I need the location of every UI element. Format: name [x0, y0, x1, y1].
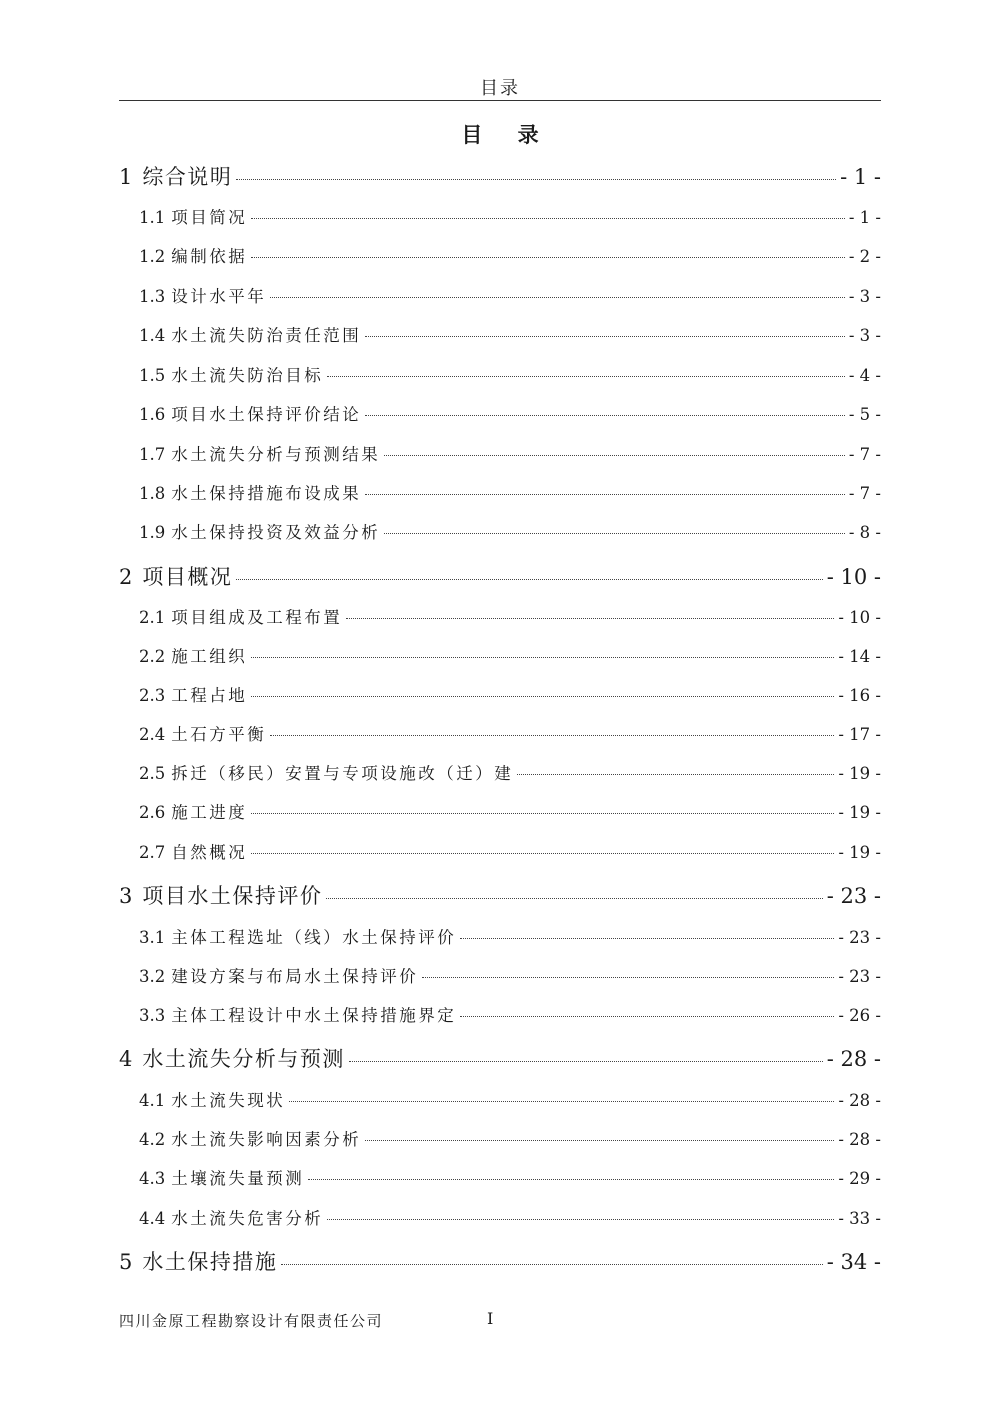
toc-entry-page: - 23 - [838, 928, 881, 947]
toc-entry-page: - 3 - [848, 287, 881, 306]
toc-entry [119, 283, 881, 307]
toc-entry [119, 839, 881, 863]
toc-entry [119, 721, 881, 745]
toc-entry [119, 1165, 881, 1189]
toc-entry-number: 2.5 [139, 764, 166, 783]
toc-entry-page: - 28 - [838, 1130, 881, 1149]
toc-entry-number: 1.8 [139, 484, 166, 503]
toc-entry-page: - 28 - [838, 1091, 881, 1110]
toc-entry-page: - 10 - [838, 608, 881, 627]
toc-entry [119, 480, 881, 504]
dot-leader [308, 1179, 834, 1180]
dot-leader [384, 455, 845, 456]
toc-entry [119, 362, 881, 386]
toc-entry-title: 建设方案与布局水土保持评价 [171, 967, 419, 986]
toc-entry-page: - 17 - [838, 725, 881, 744]
toc-entry-number: 4 [119, 1047, 133, 1071]
toc-entry-number: 4.4 [139, 1209, 166, 1228]
dot-leader [251, 696, 834, 697]
footer-page-number: I [487, 1309, 494, 1328]
dot-leader [251, 813, 834, 814]
dot-leader [517, 774, 834, 775]
header-divider [119, 100, 881, 101]
toc-entry-title: 综合说明 [142, 165, 233, 189]
toc-entry-page: - 19 - [838, 843, 881, 862]
toc-entry-title: 拆迁（移民）安置与专项设施改（迁）建 [171, 764, 514, 783]
toc-entry-page: - 5 - [848, 405, 881, 424]
toc-entry-page: - 7 - [848, 445, 881, 464]
toc-heading: 目 录 [461, 123, 553, 147]
dot-leader [251, 218, 845, 219]
toc-entry-page: - 1 - [840, 165, 881, 189]
toc-entry-title: 编制依据 [171, 247, 248, 266]
toc-entry [119, 1126, 881, 1150]
dot-leader [289, 1101, 834, 1102]
toc-entry-title: 水土流失危害分析 [171, 1209, 324, 1228]
toc-entry-number: 4.2 [139, 1130, 166, 1149]
toc-entry-number: 3.2 [139, 967, 166, 986]
toc-entry-page: - 29 - [838, 1169, 881, 1188]
toc-entry-title: 水土流失影响因素分析 [171, 1130, 362, 1149]
toc-entry-number: 1 [119, 165, 133, 189]
toc-entry-title: 施工组织 [171, 647, 248, 666]
dot-leader [365, 1140, 834, 1141]
toc-entry-number: 4.3 [139, 1169, 166, 1188]
toc-entry [119, 924, 881, 948]
toc-entry-page: - 19 - [838, 803, 881, 822]
dot-leader [251, 257, 845, 258]
toc-entry-page: - 34 - [826, 1250, 881, 1274]
toc-entry-title: 水土流失防治目标 [171, 366, 324, 385]
toc-entry-title: 施工进度 [171, 803, 248, 822]
toc-entry-title: 主体工程选址（线）水土保持评价 [171, 928, 457, 947]
toc-entry-page: - 8 - [848, 523, 881, 542]
toc-entry-number: 1.7 [139, 445, 166, 464]
toc-entry [119, 243, 881, 267]
toc-entry-title: 项目组成及工程布置 [171, 608, 343, 627]
toc-entry-title: 自然概况 [171, 843, 248, 862]
toc-entry-number: 1.1 [139, 208, 166, 227]
toc-entry [119, 519, 881, 543]
toc-entry [119, 441, 881, 465]
dot-leader [270, 297, 845, 298]
dot-leader [326, 898, 822, 899]
toc-entry-title: 水土流失防治责任范围 [171, 326, 362, 345]
toc-entry [119, 963, 881, 987]
dot-leader [460, 1016, 834, 1017]
toc-entry-title: 水土保持措施 [142, 1250, 278, 1274]
toc-entry-page: - 26 - [838, 1006, 881, 1025]
toc-entry-number: 3 [119, 884, 133, 908]
toc-entry-title: 项目概况 [142, 565, 233, 589]
toc-entry [119, 880, 881, 910]
dot-leader [365, 415, 845, 416]
toc-entry-title: 工程占地 [171, 686, 248, 705]
toc-entry [119, 1246, 881, 1276]
toc-entry-title: 土壤流失量预测 [171, 1169, 305, 1188]
dot-leader [460, 938, 834, 939]
toc-entry-page: - 2 - [848, 247, 881, 266]
dot-leader [349, 1061, 823, 1062]
toc-entry-number: 2.1 [139, 608, 166, 627]
toc-entry-number: 1.3 [139, 287, 166, 306]
toc-entry [119, 1043, 881, 1073]
toc-entry-page: - 23 - [826, 884, 881, 908]
toc-entry-number: 3.1 [139, 928, 166, 947]
toc-entry-number: 3.3 [139, 1006, 166, 1025]
toc-entry-number: 2 [119, 565, 133, 589]
dot-leader [251, 853, 834, 854]
dot-leader [365, 336, 845, 337]
dot-leader [422, 977, 834, 978]
toc-entry-page: - 14 - [838, 647, 881, 666]
toc-entry-page: - 7 - [848, 484, 881, 503]
dot-leader [236, 179, 836, 180]
toc-entry-number: 1.5 [139, 366, 166, 385]
toc-entry-page: - 1 - [848, 208, 881, 227]
toc-entry-number: 1.6 [139, 405, 166, 424]
toc-entry [119, 799, 881, 823]
toc-entry-page: - 23 - [838, 967, 881, 986]
toc-entry-number: 5 [119, 1250, 133, 1274]
toc-entry [119, 161, 881, 191]
toc-entry-number: 2.6 [139, 803, 166, 822]
toc-entry-number: 1.9 [139, 523, 166, 542]
toc-entry [119, 760, 881, 784]
toc-entry-page: - 16 - [838, 686, 881, 705]
toc-entry [119, 1205, 881, 1229]
toc-entry-number: 2.7 [139, 843, 166, 862]
toc-entry [119, 561, 881, 591]
toc-entry-page: - 4 - [848, 366, 881, 385]
toc-entry-number: 2.2 [139, 647, 166, 666]
toc-entry-page: - 10 - [826, 565, 881, 589]
dot-leader [365, 494, 845, 495]
dot-leader [236, 579, 822, 580]
dot-leader [327, 1219, 834, 1220]
toc-entry [119, 1002, 881, 1026]
toc-entry-title: 水土流失分析与预测 [142, 1047, 345, 1071]
dot-leader [327, 376, 845, 377]
toc-entry-page: - 19 - [838, 764, 881, 783]
toc-entry [119, 1087, 881, 1111]
toc-entry-number: 2.3 [139, 686, 166, 705]
toc-entry-page: - 3 - [848, 326, 881, 345]
toc-entry [119, 401, 881, 425]
toc-entry-page: - 33 - [838, 1209, 881, 1228]
toc-entry-title: 水土流失分析与预测结果 [171, 445, 381, 464]
toc-entry-number: 1.4 [139, 326, 166, 345]
toc-entry-number: 2.4 [139, 725, 166, 744]
dot-leader [346, 618, 834, 619]
toc-entry-title: 主体工程设计中水土保持措施界定 [171, 1006, 457, 1025]
toc-entry [119, 604, 881, 628]
toc-entry-number: 4.1 [139, 1091, 166, 1110]
dot-leader [281, 1264, 822, 1265]
dot-leader [270, 735, 834, 736]
running-header-title: 目录 [480, 78, 520, 99]
toc-entry [119, 322, 881, 346]
dot-leader [384, 533, 845, 534]
toc-entry-title: 项目水土保持评价 [142, 884, 323, 908]
footer-company: 四川金原工程勘察设计有限责任公司 [119, 1312, 384, 1330]
dot-leader [251, 657, 834, 658]
toc-entry-page: - 28 - [826, 1047, 881, 1071]
toc-entry [119, 643, 881, 667]
toc-entry-title: 土石方平衡 [171, 725, 267, 744]
toc-entry-title: 设计水平年 [171, 287, 267, 306]
toc-entry-title: 水土保持投资及效益分析 [171, 523, 381, 542]
toc-entry-title: 水土流失现状 [171, 1091, 286, 1110]
toc-entry-number: 1.2 [139, 247, 166, 266]
toc-entry [119, 204, 881, 228]
toc-entry-title: 项目水土保持评价结论 [171, 405, 362, 424]
toc-entry-title: 水土保持措施布设成果 [171, 484, 362, 503]
toc-entry-title: 项目简况 [171, 208, 248, 227]
toc-entry [119, 682, 881, 706]
